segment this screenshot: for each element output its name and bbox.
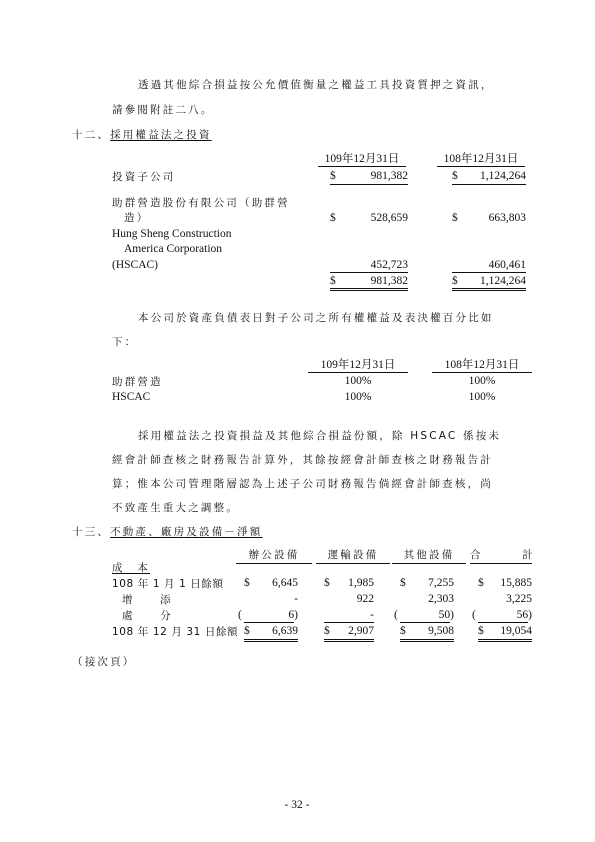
company1-value-109: $ 528,659: [330, 212, 408, 224]
company2-value-108: 460,461: [488, 259, 526, 271]
s13-row4-label: 108 年 12 月 31 日餘額: [112, 626, 239, 638]
s13-row4-rule2-transport: [324, 641, 374, 642]
s13-row4-rule1-transport: [324, 639, 374, 640]
s13-header-other: 其他設備: [403, 549, 455, 561]
s13-row3-transport: -: [370, 609, 374, 621]
company1-value-108: $ 663,803: [452, 212, 526, 224]
para-line2: 經會計師查核之財務報告計算外，其餘按經會計師查核之財務報告計: [112, 454, 493, 466]
s13-row4-other: $ 9,508: [400, 625, 454, 637]
total-rule2-108: [452, 290, 526, 291]
invest-rule-109: [330, 184, 408, 185]
company1-label-line2: 造）: [124, 212, 150, 224]
continued-note: （接次頁）: [72, 656, 136, 668]
s13-row4-rule1-other: [400, 639, 454, 640]
own-row1-name: 助群營造: [112, 376, 163, 388]
invest-value-109: $ 981,382: [330, 170, 408, 182]
s13-row2-label: 增 添: [122, 594, 173, 606]
s13-row4-rule2-office: [244, 641, 298, 642]
total-value-108: $ 1,124,264: [452, 275, 526, 287]
total-rule1-108: [452, 288, 526, 289]
s13-row1-other: $ 7,255: [400, 577, 454, 589]
invest-subsidiary-label: 投資子公司: [112, 171, 176, 183]
s12-header-rule-109: [318, 166, 406, 167]
s13-row3-total: 56): [516, 609, 532, 621]
s13-row4-office: $ 6,639: [244, 625, 298, 637]
own-row1-108: 100%: [468, 375, 496, 387]
s13-row4-total: $ 19,054: [478, 625, 532, 637]
s13-row1-transport: $ 1,985: [324, 577, 374, 589]
s13-rule-other: [392, 563, 466, 564]
section13-title-text: 不動產、廠房及設備－淨額: [110, 526, 263, 538]
ownership-line1: 本公司於資產負債表日對子公司之所有權權益及表決權百分比如: [138, 312, 494, 324]
own-header-109: 109年12月31日: [320, 359, 396, 371]
s13-row3-rule-other: [400, 622, 450, 623]
s13-row4-rule2-total: [478, 641, 532, 642]
s13-header-transport: 運輸設備: [327, 549, 379, 561]
para-line3: 算；惟本公司管理階層認為上述子公司財務報告倘經會計師查核，尚: [112, 478, 493, 490]
s13-row1-label: 108 年 1 月 1 日餘額: [112, 578, 224, 590]
para-line4: 不致產生重大之調整。: [112, 502, 239, 514]
s13-row3-office-paren: (: [238, 609, 242, 621]
own-header-rule-108: [432, 372, 532, 373]
invest-rule-108: [452, 184, 526, 185]
s13-rule-transport: [316, 563, 390, 564]
s13-row3-label: 處 分: [122, 610, 173, 622]
company2-rule-108: [452, 272, 526, 273]
s13-header-total-b: 計: [522, 549, 535, 561]
section13-title: 十三、不動產、廠房及設備－淨額: [72, 526, 263, 538]
s13-row1-office: $ 6,645: [244, 577, 298, 589]
s13-row3-other-paren: (: [394, 609, 398, 621]
s13-row3-rule-transport: [324, 622, 374, 623]
s13-row4-rule2-other: [400, 641, 454, 642]
cost-label: 成 本: [112, 562, 151, 574]
s13-row3-office: 6): [288, 609, 298, 621]
own-header-108: 108年12月31日: [444, 359, 520, 371]
s13-row2-office: -: [294, 593, 298, 605]
invest-value-108: $ 1,124,264: [452, 170, 526, 182]
s13-row2-other: 2,303: [428, 593, 454, 605]
s13-row2-total: 3,225: [506, 593, 532, 605]
pledge-note-line2: 請參閱附註二八。: [112, 104, 214, 116]
s13-row3-other: 50): [438, 609, 454, 621]
company2-value-109: 452,723: [370, 259, 408, 271]
s13-row3-rule-total: [478, 622, 528, 623]
own-header-rule-109: [308, 372, 408, 373]
total-rule1-109: [330, 288, 408, 289]
ownership-line2: 下：: [112, 336, 138, 348]
s13-header-office: 辦公設備: [248, 549, 300, 561]
company1-label-line1: 助群營造股份有限公司（助群營: [112, 197, 290, 209]
total-value-109: $ 981,382: [330, 275, 408, 287]
s13-rule-total: [470, 563, 532, 564]
s13-row4-rule1-office: [244, 639, 298, 640]
s13-row1-total: $ 15,885: [478, 577, 532, 589]
pledge-note-line1: 透過其他綜合損益按公允價值衡量之權益工具投資質押之資訊，: [138, 79, 494, 91]
para-line1: 採用權益法之投資損益及其他綜合損益份額，除 HSCAC 係按未: [138, 430, 502, 442]
s13-row4-transport: $ 2,907: [324, 625, 374, 637]
page-number: - 32 -: [284, 799, 310, 811]
company2-label-line3: (HSCAC): [112, 259, 159, 271]
s12-header-rule-108: [437, 166, 525, 167]
own-row2-108: 100%: [468, 391, 496, 403]
section12-title: 十二、採用權益法之投資: [72, 129, 212, 141]
s13-header-total-a: 合: [470, 549, 483, 561]
company2-label-line1: Hung Sheng Construction: [112, 228, 232, 240]
own-row2-name: HSCAC: [112, 391, 151, 403]
company2-label-line2: America Corporation: [124, 243, 223, 255]
s12-header-108: 108年12月31日: [443, 153, 519, 165]
s13-row2-transport: 922: [356, 593, 374, 605]
own-row2-109: 100%: [344, 391, 372, 403]
total-rule2-109: [330, 290, 408, 291]
own-row1-109: 100%: [344, 375, 372, 387]
section12-title-text: 採用權益法之投資: [110, 129, 212, 141]
s12-header-109: 109年12月31日: [324, 153, 400, 165]
s13-row4-rule1-total: [478, 639, 532, 640]
company2-rule-109: [330, 272, 408, 273]
s13-rule-office: [236, 563, 312, 564]
s13-row3-total-paren: (: [472, 609, 476, 621]
s13-row3-rule-office: [244, 622, 294, 623]
